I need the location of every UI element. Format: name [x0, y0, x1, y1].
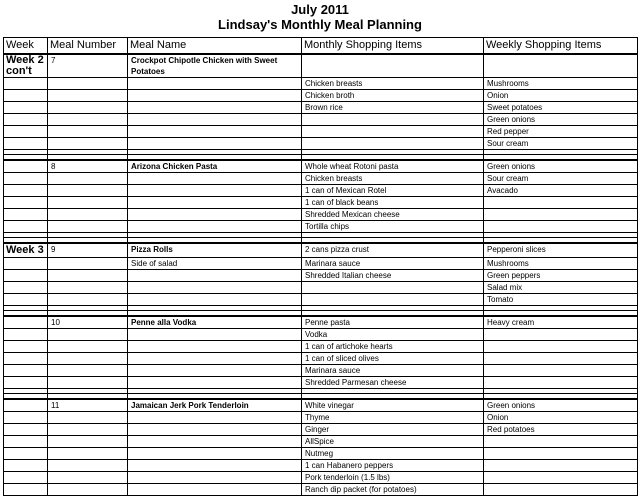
week-label: Week 2 con't: [4, 54, 48, 78]
meal-name-cell: [128, 341, 302, 353]
table-row: [4, 258, 638, 270]
monthly-item: Shredded Parmesan cheese: [302, 377, 484, 389]
table-row: [4, 243, 638, 258]
meal-name-cell: [128, 126, 302, 138]
monthly-item: Vodka: [302, 329, 484, 341]
table-row: [4, 270, 638, 282]
weekly-item: Sweet potatoes: [484, 102, 638, 114]
monthly-item: 2 cans pizza crust: [302, 243, 484, 258]
meal-number-cell: [48, 126, 128, 138]
monthly-item: 1 can of Mexican Rotel: [302, 185, 484, 197]
table-row: [4, 102, 638, 114]
table-row: [4, 341, 638, 353]
meal-number-cell: [48, 173, 128, 185]
empty-cell: [4, 138, 48, 150]
table-row: [4, 472, 638, 484]
weekly-item: Heavy cream: [484, 316, 638, 329]
week-cell: [4, 160, 48, 173]
weekly-item-cell: [484, 377, 638, 389]
monthly-item-cell: [302, 126, 484, 138]
table-row: [4, 412, 638, 424]
meal-number-cell: [48, 460, 128, 472]
meal-number: 8: [48, 160, 128, 173]
meal-number-cell: [48, 78, 128, 90]
week-cell: [4, 282, 48, 294]
table-row: [4, 282, 638, 294]
table-row: [4, 399, 638, 412]
week-cell: [4, 341, 48, 353]
meal-name-cell: [128, 185, 302, 197]
meal-name-cell: [128, 472, 302, 484]
meal-name-cell: [128, 209, 302, 221]
week-cell: [4, 221, 48, 233]
empty-cell: [302, 138, 484, 150]
weekly-item: Mushrooms: [484, 258, 638, 270]
week-cell: [4, 412, 48, 424]
weekly-item: Green onions: [484, 160, 638, 173]
meal-number-cell: [48, 282, 128, 294]
table-row: [4, 329, 638, 341]
weekly-item-cell: [484, 329, 638, 341]
meal-number-cell: [48, 472, 128, 484]
monthly-item: 1 can of black beans: [302, 197, 484, 209]
meal-number-cell: [48, 436, 128, 448]
monthly-item-cell: [302, 114, 484, 126]
monthly-item: Whole wheat Rotoni pasta: [302, 160, 484, 173]
meal-name-cell: [128, 270, 302, 282]
meal-name-cell: [128, 353, 302, 365]
empty-cell: [48, 138, 128, 150]
week-cell: [4, 460, 48, 472]
weekly-item: Avacado: [484, 185, 638, 197]
meal-name-cell: [128, 412, 302, 424]
weekly-item: Onion: [484, 412, 638, 424]
monthly-item: Chicken breasts: [302, 173, 484, 185]
week-cell: [4, 90, 48, 102]
meal-number-cell: [48, 258, 128, 270]
meal-number-cell: [48, 341, 128, 353]
weekly-item: Tomato: [484, 294, 638, 306]
weekly-item: Sour cream: [484, 173, 638, 185]
monthly-item: Marinara sauce: [302, 365, 484, 377]
meal-name: Jamaican Jerk Pork Tenderloin: [128, 399, 302, 412]
column-header-meal-number: Meal Number: [48, 38, 128, 55]
meal-number: 9: [48, 243, 128, 258]
table-row: [4, 436, 638, 448]
week-cell: [4, 258, 48, 270]
week-cell: [4, 173, 48, 185]
meal-number-cell: [48, 102, 128, 114]
weekly-item: Green onions: [484, 114, 638, 126]
week-cell: [4, 377, 48, 389]
table-row: [4, 365, 638, 377]
meal-number-cell: [48, 114, 128, 126]
column-header-meal-name: Meal Name: [128, 38, 302, 55]
week-cell: [4, 185, 48, 197]
empty-cell: [128, 138, 302, 150]
table-row: [4, 90, 638, 102]
column-header-weekly-items: Weekly Shopping Items: [484, 38, 638, 55]
weekly-item-cell: [484, 436, 638, 448]
week-cell: [4, 316, 48, 329]
meal-name: Arizona Chicken Pasta: [128, 160, 302, 173]
meal-side: Side of salad: [128, 258, 302, 270]
monthly-item: AllSpice: [302, 436, 484, 448]
monthly-item: Thyme: [302, 412, 484, 424]
page-title: Lindsay's Monthly Meal Planning: [218, 17, 422, 32]
meal-name: Penne alla Vodka: [128, 316, 302, 329]
monthly-item-cell: [302, 294, 484, 306]
meal-name-cell: [128, 90, 302, 102]
table-row: [4, 209, 638, 221]
week-cell: [4, 197, 48, 209]
weekly-item: Green onions: [484, 399, 638, 412]
week-cell: [4, 78, 48, 90]
meal-number: 7: [48, 54, 128, 78]
meal-name-cell: [128, 424, 302, 436]
weekly-item-cell: [484, 353, 638, 365]
meal-number-cell: [48, 353, 128, 365]
table-row: [4, 54, 638, 78]
meal-name-cell: [128, 460, 302, 472]
weekly-item-cell: [484, 221, 638, 233]
meal-name-cell: [128, 329, 302, 341]
week-cell: [4, 329, 48, 341]
weekly-item: Red potatoes: [484, 424, 638, 436]
week-cell: [4, 209, 48, 221]
meal-name-cell: [128, 377, 302, 389]
meal-name-cell: [128, 78, 302, 90]
monthly-item-cell: [302, 54, 484, 78]
meal-number-cell: [48, 197, 128, 209]
weekly-item-cell: [484, 341, 638, 353]
table-row: [4, 197, 638, 209]
table-row: [4, 353, 638, 365]
weekly-item-cell: [484, 472, 638, 484]
monthly-item: 1 can Habanero peppers: [302, 460, 484, 472]
table-row: [4, 221, 638, 233]
table-row: [4, 316, 638, 329]
table-header-row: [4, 38, 638, 55]
monthly-item-cell: [302, 282, 484, 294]
monthly-item: 1 can of artichoke hearts: [302, 341, 484, 353]
week-cell: [4, 270, 48, 282]
meal-name-cell: [128, 436, 302, 448]
meal-number: 10: [48, 316, 128, 329]
week-cell: [4, 353, 48, 365]
table-row: [4, 185, 638, 197]
weekly-item-cell: [484, 460, 638, 472]
weekly-item-cell: [484, 54, 638, 78]
meal-number-cell: [48, 329, 128, 341]
meal-name-cell: [128, 221, 302, 233]
meal-name: Pizza Rolls: [128, 243, 302, 258]
weekly-item: Red pepper: [484, 126, 638, 138]
table-row: [4, 424, 638, 436]
meal-number: 11: [48, 399, 128, 412]
week-label: Week 3: [4, 243, 48, 258]
meal-name-cell: [128, 114, 302, 126]
table-row: [4, 377, 638, 389]
monthly-item: Shredded Mexican cheese: [302, 209, 484, 221]
weekly-item: Green peppers: [484, 270, 638, 282]
weekly-item-cell: [484, 365, 638, 377]
page-title-month: July 2011: [291, 2, 349, 17]
week-cell: [4, 424, 48, 436]
table-row: [4, 294, 638, 306]
monthly-item: Brown rice: [302, 102, 484, 114]
table-row: [4, 448, 638, 460]
meal-name-cell: [128, 197, 302, 209]
monthly-item: White vinegar: [302, 399, 484, 412]
meal-name-cell: [128, 173, 302, 185]
table-row: [4, 126, 638, 138]
monthly-item: 1 can of sliced olives: [302, 353, 484, 365]
column-header-week: Week: [4, 38, 48, 55]
week-cell: [4, 365, 48, 377]
column-header-monthly-items: Monthly Shopping Items: [302, 38, 484, 55]
meal-number-cell: [48, 90, 128, 102]
week-cell: [4, 102, 48, 114]
monthly-item: Chicken breasts: [302, 78, 484, 90]
meal-name-cell: [128, 365, 302, 377]
table-row: [4, 173, 638, 185]
week-cell: [4, 436, 48, 448]
week-cell: [4, 294, 48, 306]
meal-plan-table: [3, 37, 638, 496]
week-cell: [4, 114, 48, 126]
table-row: [4, 460, 638, 472]
monthly-item: Nutmeg: [302, 448, 484, 460]
meal-number-cell: [48, 221, 128, 233]
table-body: [4, 54, 638, 496]
meal-name: Crockpot Chipotle Chicken with Sweet Potatoes: [128, 54, 302, 78]
monthly-item: Ranch dip packet (for potatoes): [302, 484, 484, 496]
table-row: [4, 114, 638, 126]
meal-name-cell: [128, 294, 302, 306]
monthly-item: Marinara sauce: [302, 258, 484, 270]
monthly-item: Pork tenderloin (1.5 lbs): [302, 472, 484, 484]
monthly-item: Tortilla chips: [302, 221, 484, 233]
weekly-item-cell: [484, 197, 638, 209]
monthly-item: Shredded Italian cheese: [302, 270, 484, 282]
weekly-item: Onion: [484, 90, 638, 102]
weekly-item: Mushrooms: [484, 78, 638, 90]
meal-number-cell: [48, 294, 128, 306]
table-row: [4, 160, 638, 173]
table-row: [4, 78, 638, 90]
weekly-item: Salad mix: [484, 282, 638, 294]
monthly-item: Chicken broth: [302, 90, 484, 102]
meal-number-cell: [48, 412, 128, 424]
table-row: [4, 138, 638, 150]
meal-number-cell: [48, 424, 128, 436]
weekly-item: Pepperoni slices: [484, 243, 638, 258]
meal-number-cell: [48, 448, 128, 460]
meal-name-cell: [128, 448, 302, 460]
meal-number-cell: [48, 185, 128, 197]
week-cell: [4, 448, 48, 460]
weekly-item-cell: [484, 448, 638, 460]
meal-number-cell: [48, 377, 128, 389]
weekly-item: Sour cream: [484, 138, 638, 150]
meal-number-cell: [48, 365, 128, 377]
monthly-item: Penne pasta: [302, 316, 484, 329]
week-cell: [4, 399, 48, 412]
meal-name-cell: [128, 102, 302, 114]
weekly-item-cell: [484, 209, 638, 221]
monthly-item: Ginger: [302, 424, 484, 436]
meal-name-cell: [128, 282, 302, 294]
week-cell: [4, 472, 48, 484]
meal-number-cell: [48, 270, 128, 282]
week-cell: [4, 126, 48, 138]
meal-number-cell: [48, 209, 128, 221]
